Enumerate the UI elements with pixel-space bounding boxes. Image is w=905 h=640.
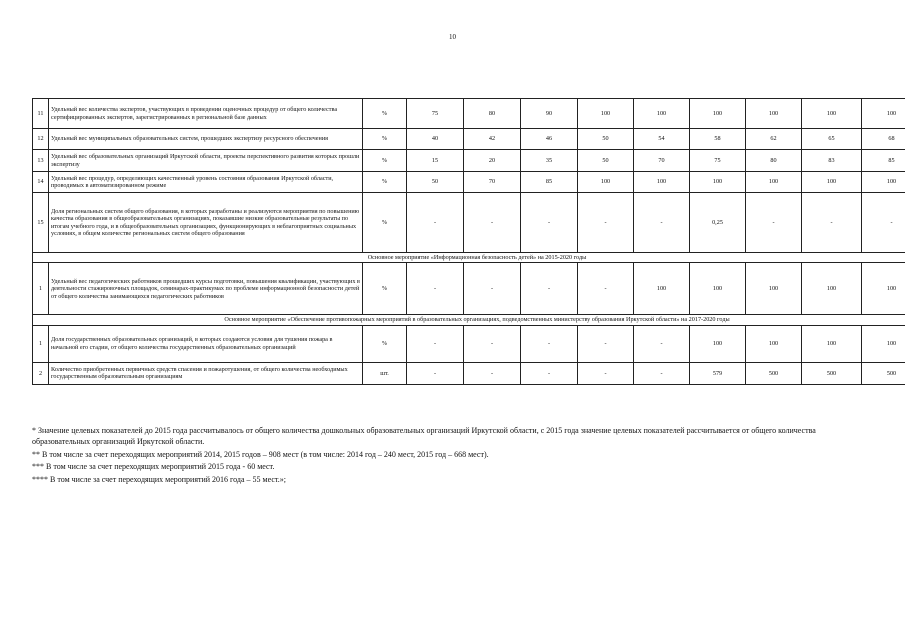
- value-cell: 68: [862, 129, 905, 150]
- row-number: 15: [33, 193, 49, 253]
- value-cell: 100: [862, 172, 905, 193]
- value-cell: -: [634, 362, 690, 384]
- value-cell: 35: [521, 150, 578, 172]
- table-row: [33, 263, 905, 315]
- value-cell: -: [407, 193, 464, 253]
- page-number: 10: [449, 33, 456, 41]
- footnotes: [32, 426, 872, 488]
- value-cell: -: [578, 193, 634, 253]
- footnote: **** В том числе за счет переходящих мероприятий 2016 года – 55 мест.»;: [32, 475, 287, 485]
- value-cell: 50: [578, 129, 634, 150]
- value-cell: 100: [690, 263, 746, 315]
- value-cell: -: [578, 362, 634, 384]
- value-cell: -: [521, 263, 578, 315]
- value-cell: -: [578, 263, 634, 315]
- unit-cell: %: [363, 150, 407, 172]
- indicator-name: Доля государственных образовательных организаций, в которых создаются условия для тушения пожара в начальной его стадии, от общего количества государственных образовательных организаций: [49, 325, 363, 362]
- unit-cell: %: [363, 99, 407, 129]
- row-number: 12: [33, 129, 49, 150]
- value-cell: 50: [407, 172, 464, 193]
- value-cell: 100: [746, 263, 802, 315]
- value-cell: 80: [746, 150, 802, 172]
- indicator-name: Доля региональных систем общего образования, в которых разработаны и реализуются мероприятия по повышению качества образования в общеобразовательных организациях, показавшие низкие образовательные результаты по итогам учебного года, и в общеобразовательных организациях, функционирующих в неблагоприятных социальных условиях, в общем количестве региональных систем общего образования: [49, 193, 363, 253]
- indicator-name: Удельный вес педагогических работников прошедших курсы подготовки, повышения квалификации, участвующих в деятельности стажировочных площадок, семинарах-практикумах по проблеме информационной безопасности детей от общего количества занимающихся педагогических работников: [49, 263, 363, 315]
- value-cell: 15: [407, 150, 464, 172]
- value-cell: -: [464, 325, 521, 362]
- value-cell: 85: [862, 150, 905, 172]
- value-cell: 100: [690, 172, 746, 193]
- table-row: [33, 362, 905, 384]
- value-cell: 85: [521, 172, 578, 193]
- value-cell: 100: [746, 325, 802, 362]
- table-row: [33, 172, 905, 193]
- value-cell: 0,25: [690, 193, 746, 253]
- value-cell: 58: [690, 129, 746, 150]
- footnote: *** В том числе за счет переходящих мероприятий 2015 года - 60 мест.: [32, 462, 275, 472]
- indicator-name: Удельный вес муниципальных образовательных систем, прошедших экспертизу ресурсного обеспечения: [49, 129, 363, 150]
- row-number: 14: [33, 172, 49, 193]
- value-cell: 100: [746, 172, 802, 193]
- value-cell: 100: [746, 99, 802, 129]
- value-cell: 65: [802, 129, 862, 150]
- value-cell: -: [521, 362, 578, 384]
- footnote: ** В том числе за счет переходящих мероприятий 2014, 2015 годов – 908 мест (в том числе: 2014 год – 240 мест, 2015 год – 668 мест).: [32, 449, 489, 459]
- value-cell: 100: [690, 325, 746, 362]
- value-cell: 100: [634, 99, 690, 129]
- value-cell: 75: [690, 150, 746, 172]
- row-number: 11: [33, 99, 49, 129]
- table-row: [33, 150, 905, 172]
- value-cell: -: [464, 193, 521, 253]
- row-number: 1: [33, 325, 49, 362]
- value-cell: -: [578, 325, 634, 362]
- value-cell: 90: [521, 99, 578, 129]
- value-cell: 100: [862, 263, 905, 315]
- unit-cell: %: [363, 129, 407, 150]
- value-cell: 100: [634, 263, 690, 315]
- value-cell: 100: [690, 99, 746, 129]
- value-cell: 80: [464, 99, 521, 129]
- table-row: [33, 99, 905, 129]
- row-number: 13: [33, 150, 49, 172]
- value-cell: 62: [746, 129, 802, 150]
- value-cell: 40: [407, 129, 464, 150]
- value-cell: 100: [634, 172, 690, 193]
- value-cell: -: [746, 193, 802, 253]
- footnote: * Значение целевых показателей до 2015 года рассчитывалось от общего количества дошкольных образовательных организаций Иркутской области, с 2015 года значение целевых показателей рассчитывается от общего количества образовательных организаций Иркутской области.: [32, 426, 816, 446]
- value-cell: 500: [746, 362, 802, 384]
- row-number: 2: [33, 362, 49, 384]
- value-cell: -: [464, 362, 521, 384]
- value-cell: 100: [802, 263, 862, 315]
- value-cell: 100: [802, 99, 862, 129]
- value-cell: 75: [407, 99, 464, 129]
- value-cell: 500: [802, 362, 862, 384]
- value-cell: -: [521, 193, 578, 253]
- row-number: 1: [33, 263, 49, 315]
- unit-cell: %: [363, 193, 407, 253]
- table-row: [33, 325, 905, 362]
- indicator-name: Удельный вес образовательных организаций Иркутской области, проекты перспективного развития которых прошли экспертизу: [49, 150, 363, 172]
- value-cell: -: [634, 325, 690, 362]
- value-cell: -: [407, 325, 464, 362]
- unit-cell: %: [363, 263, 407, 315]
- value-cell: 83: [802, 150, 862, 172]
- value-cell: 70: [464, 172, 521, 193]
- value-cell: 100: [862, 99, 905, 129]
- indicator-name: Количество приобретенных первичных средств спасения и пожаротушения, от общего количества необходимых государственным образовательным организациям: [49, 362, 363, 384]
- value-cell: 20: [464, 150, 521, 172]
- value-cell: 579: [690, 362, 746, 384]
- section-header-row: [33, 253, 905, 263]
- unit-cell: шт.: [363, 362, 407, 384]
- section-title: Основное мероприятие «Обеспечение противопожарных мероприятий в образовательных организациях, подведомственных министерству образования Иркутской области» на 2017-2020 годы: [33, 315, 905, 325]
- indicator-name: Удельный вес процедур, определяющих качественный уровень состояния образования Иркутской области, проводимых в автоматизированном режиме: [49, 172, 363, 193]
- value-cell: -: [464, 263, 521, 315]
- table-row: [33, 129, 905, 150]
- table-row: [33, 193, 905, 253]
- value-cell: 42: [464, 129, 521, 150]
- value-cell: -: [862, 193, 905, 253]
- value-cell: -: [802, 193, 862, 253]
- value-cell: 100: [802, 172, 862, 193]
- value-cell: 100: [578, 99, 634, 129]
- indicators-table: [32, 98, 905, 385]
- unit-cell: %: [363, 172, 407, 193]
- value-cell: -: [521, 325, 578, 362]
- value-cell: 46: [521, 129, 578, 150]
- value-cell: 54: [634, 129, 690, 150]
- value-cell: 500: [862, 362, 905, 384]
- unit-cell: %: [363, 325, 407, 362]
- value-cell: 70: [634, 150, 690, 172]
- value-cell: -: [407, 263, 464, 315]
- indicator-name: Удельный вес количества экспертов, участвующих в проведении оценочных процедур от общего количества сертифицированных экспертов, зарегистрированных в региональной базе данных: [49, 99, 363, 129]
- value-cell: 100: [862, 325, 905, 362]
- section-header-row: [33, 315, 905, 325]
- value-cell: 100: [578, 172, 634, 193]
- value-cell: 100: [802, 325, 862, 362]
- value-cell: 50: [578, 150, 634, 172]
- value-cell: -: [407, 362, 464, 384]
- value-cell: -: [634, 193, 690, 253]
- section-title: Основное мероприятие «Информационная безопасность детей» на 2015-2020 годы: [33, 253, 905, 263]
